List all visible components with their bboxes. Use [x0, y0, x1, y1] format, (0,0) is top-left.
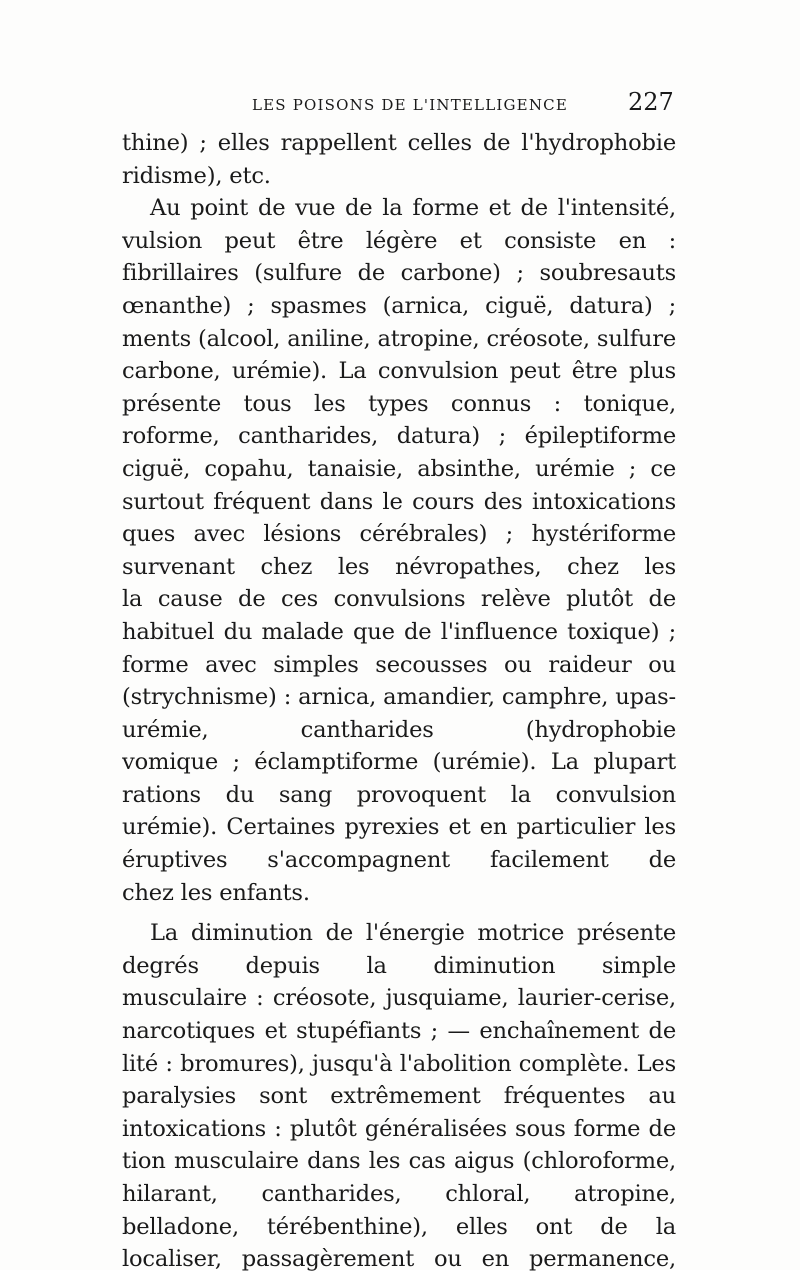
text-line: chez les enfants.	[122, 879, 310, 906]
paragraph	[122, 127, 676, 192]
text-line: vomique ; éclamptiforme (urémie). La plupart	[122, 749, 676, 776]
text-line: la cause de ces convulsions relève plutôt de	[122, 586, 676, 613]
text-line: roforme, cantharides, datura) ; épileptiforme	[122, 423, 676, 450]
text-line: rations du sang provoquent la convulsion	[122, 781, 676, 808]
text-line: musculaire : créosote, jusquiame, laurier-cerise,	[122, 985, 676, 1012]
paragraph	[122, 917, 676, 1276]
text-line: habituel du malade que de l'influence toxique) ;	[122, 618, 676, 645]
text-line: survenant chez les névropathes, chez les	[122, 553, 676, 580]
text-line: ments (alcool, aniline, atropine, créosote, sulfure	[122, 325, 676, 352]
text-line: surtout fréquent dans le cours des intoxications	[122, 488, 676, 515]
text-line: ciguë, copahu, tanaisie, absinthe, urémie ; ce	[122, 455, 676, 482]
paragraph-gap	[122, 909, 676, 917]
text-line: Au point de vue de la forme et de l'intensité,	[150, 195, 676, 222]
text-line: localiser, passagèrement ou en permanence,	[122, 1246, 676, 1273]
text-line: urémie, cantharides (hydrophobie	[122, 716, 676, 743]
text-line: paralysies sont extrêmement fréquentes au	[122, 1083, 676, 1110]
text-line: hilarant, cantharides, chloral, atropine,	[122, 1181, 676, 1207]
text-line: degrés depuis la diminution simple	[122, 952, 676, 979]
page-number: 227	[628, 88, 674, 116]
text-line: La diminution de l'énergie motrice présente	[150, 920, 676, 947]
text-line: présente tous les types connus : tonique,	[122, 390, 676, 417]
text-line: carbone, urémie). La convulsion peut être plus	[122, 358, 676, 385]
text-line: ridisme), etc.	[122, 162, 271, 189]
text-line: intoxications : plutôt généralisées sous forme de	[122, 1115, 676, 1142]
paragraph	[122, 192, 676, 909]
text-line: thine) ; elles rappellent celles de l'hydrophobie	[122, 130, 676, 156]
text-line: éruptives s'accompagnent facilement de	[122, 847, 676, 874]
page-body	[122, 127, 676, 1276]
text-line: forme avec simples secousses ou raideur ou	[122, 651, 676, 678]
text-line: tion musculaire dans les cas aigus (chloroforme,	[122, 1148, 676, 1175]
text-line: vulsion peut être légère et consiste en :	[122, 227, 676, 254]
text-line: belladone, térébenthine), elles ont de la	[122, 1213, 676, 1240]
text-line: narcotiques et stupéfiants ; — enchaînement de	[122, 1018, 676, 1045]
text-line: œnanthe) ; spasmes (arnica, ciguë, datura) ;	[122, 292, 676, 319]
text-line: ques avec lésions cérébrales) ; hystériforme	[122, 521, 676, 548]
text-line: fibrillaires (sulfure de carbone) ; soubresauts	[122, 260, 676, 287]
text-line: (strychnisme) : arnica, amandier, camphre, upas-	[122, 684, 676, 711]
text-line: lité : bromures), jusqu'à l'abolition complète. Les	[122, 1050, 676, 1077]
text-line: urémie). Certaines pyrexies et en particulier les	[122, 814, 676, 841]
running-head: LES POISONS DE L'INTELLIGENCE	[252, 96, 568, 114]
